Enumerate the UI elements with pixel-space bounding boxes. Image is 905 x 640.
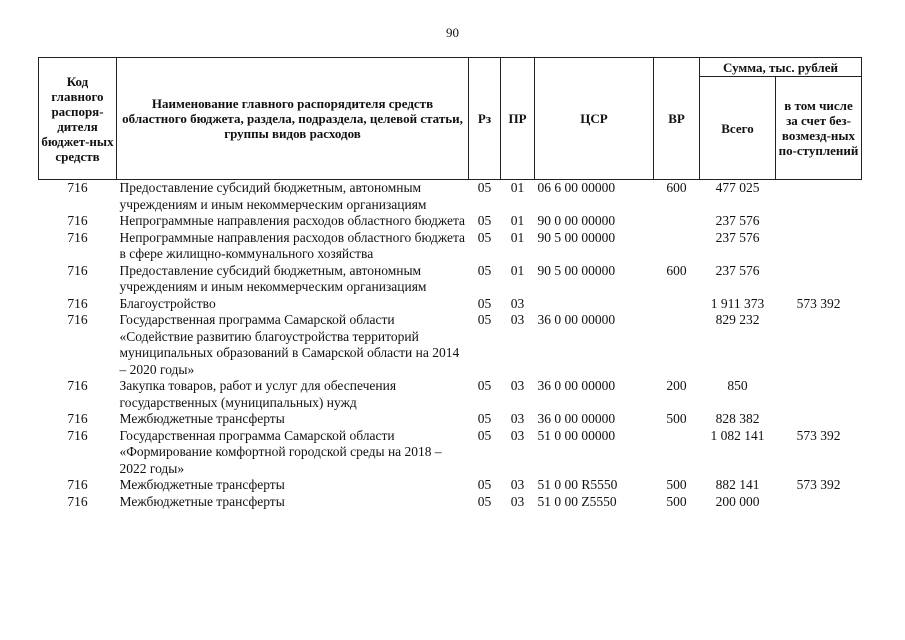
cell-total: 882 141 [715, 477, 760, 492]
cell-free [776, 312, 862, 378]
cell-code: 716 [67, 312, 88, 327]
cell-pr: 01 [510, 213, 525, 228]
cell-name: Межбюджетные трансферты [119, 493, 285, 509]
cell-vr [654, 213, 700, 230]
cell-code: 716 [67, 378, 88, 393]
cell-free [776, 378, 862, 411]
table-row [39, 411, 862, 428]
table-row [39, 428, 862, 478]
table-row [39, 312, 862, 378]
cell-vr: 500 [666, 477, 687, 492]
cell-vr [654, 296, 700, 313]
table-row [39, 213, 862, 230]
table-row [39, 263, 862, 296]
table-body [39, 180, 862, 511]
cell-name: Государственная программа Самарской области «Содействие развитию благоустройства территорий муниципальных образований в Самарской области на 2014 – 2020 годы» [119, 312, 460, 377]
cell-rz: 05 [477, 312, 492, 327]
cell-free: 573 392 [796, 295, 841, 311]
cell-code: 716 [67, 295, 88, 311]
cell-code: 716 [67, 411, 88, 426]
cell-code: 716 [67, 427, 88, 443]
cell-free [776, 230, 862, 263]
header-name: Наименование главного распорядителя средств областного бюджета, раздела, подраздела, целевой статьи, группы видов расходов [117, 58, 469, 180]
cell-csr: 36 0 00 00000 [537, 378, 616, 393]
header-vr: ВР [654, 58, 700, 180]
cell-free [776, 180, 862, 214]
cell-vr: 600 [666, 262, 687, 278]
cell-csr: 36 0 00 00000 [537, 411, 616, 426]
table-row [39, 378, 862, 411]
cell-rz: 05 [477, 180, 492, 195]
cell-total: 829 232 [715, 312, 760, 327]
header-rz: Рз [469, 58, 501, 180]
header-pr: ПР [501, 58, 535, 180]
cell-csr: 51 0 00 Z5550 [537, 493, 617, 509]
cell-free [776, 411, 862, 428]
header-csr: ЦСР [535, 58, 654, 180]
cell-pr: 03 [510, 295, 525, 311]
cell-rz: 05 [477, 477, 492, 492]
cell-free [776, 213, 862, 230]
table-header [39, 58, 862, 180]
cell-name: Закупка товаров, работ и услуг для обеспечения государственных (муниципальных) нужд [119, 378, 397, 410]
page-number: 90 [446, 25, 459, 40]
cell-free: 573 392 [796, 427, 841, 443]
table-row [39, 494, 862, 511]
cell-total: 477 025 [715, 180, 760, 195]
cell-rz: 05 [477, 262, 492, 278]
cell-pr: 01 [510, 229, 525, 245]
cell-vr: 600 [666, 180, 687, 195]
cell-name: Предоставление субсидий бюджетным, автономным учреждениям и иным некоммерческим организациям [119, 262, 427, 294]
cell-pr: 03 [510, 493, 525, 509]
cell-rz: 05 [477, 213, 492, 228]
cell-rz: 05 [477, 427, 492, 443]
cell-csr: 90 0 00 00000 [537, 213, 616, 228]
cell-csr [535, 296, 654, 313]
cell-name: Государственная программа Самарской области «Формирование комфортной городской среды на 2018 – 2022 годы» [119, 427, 442, 476]
cell-total: 1 911 373 [710, 295, 765, 311]
cell-csr: 90 5 00 00000 [537, 262, 616, 278]
cell-free [776, 494, 862, 511]
cell-rz: 05 [477, 493, 492, 509]
cell-rz: 05 [477, 229, 492, 245]
cell-vr: 500 [666, 411, 687, 426]
cell-vr: 500 [666, 493, 687, 509]
cell-pr: 01 [510, 262, 525, 278]
cell-pr: 01 [510, 180, 525, 195]
cell-name: Межбюджетные трансферты [119, 477, 285, 492]
cell-csr: 36 0 00 00000 [537, 312, 616, 327]
cell-csr: 06 6 00 00000 [537, 180, 616, 195]
header-total: Всего [700, 77, 776, 180]
cell-code: 716 [67, 477, 88, 492]
header-free: в том числе за счет без-возмезд-ных по-ступлений [776, 77, 862, 180]
cell-name: Непрограммные направления расходов областного бюджета в сфере жилищно-коммунального хозяйства [119, 229, 466, 261]
header-sum: Сумма, тыс. рублей [700, 58, 862, 77]
cell-rz: 05 [477, 378, 492, 393]
table-row [39, 180, 862, 214]
cell-pr: 03 [510, 411, 525, 426]
cell-total: 1 082 141 [710, 427, 765, 443]
cell-total: 850 [727, 378, 748, 393]
cell-total: 237 576 [715, 262, 760, 278]
cell-rz: 05 [477, 411, 492, 426]
budget-table [38, 57, 862, 510]
header-code: Код главного распоря-дителя бюджет-ных средств [39, 58, 117, 180]
cell-vr [654, 230, 700, 263]
cell-total: 237 576 [715, 229, 760, 245]
cell-name: Межбюджетные трансферты [119, 411, 285, 426]
cell-name: Непрограммные направления расходов областного бюджета [119, 213, 466, 228]
cell-code: 716 [67, 262, 88, 278]
cell-free: 573 392 [796, 477, 841, 492]
cell-total: 237 576 [715, 213, 760, 228]
cell-csr: 90 5 00 00000 [537, 229, 616, 245]
cell-vr: 200 [666, 378, 687, 393]
cell-code: 716 [67, 229, 88, 245]
cell-code: 716 [67, 213, 88, 228]
cell-pr: 03 [510, 378, 525, 393]
cell-name: Благоустройство [119, 295, 216, 311]
cell-total: 828 382 [715, 411, 760, 426]
table-row [39, 296, 862, 313]
table-row [39, 477, 862, 494]
cell-pr: 03 [510, 477, 525, 492]
table-row [39, 230, 862, 263]
cell-vr [654, 428, 700, 478]
cell-code: 716 [67, 493, 88, 509]
cell-csr: 51 0 00 R5550 [537, 477, 618, 492]
cell-pr: 03 [510, 312, 525, 327]
cell-name: Предоставление субсидий бюджетным, автономным учреждениям и иным некоммерческим организациям [119, 180, 427, 212]
cell-vr [654, 312, 700, 378]
cell-code: 716 [67, 180, 88, 195]
cell-total: 200 000 [715, 493, 760, 509]
cell-csr: 51 0 00 00000 [537, 427, 616, 443]
cell-pr: 03 [510, 427, 525, 443]
cell-free [776, 263, 862, 296]
cell-rz: 05 [477, 295, 492, 311]
